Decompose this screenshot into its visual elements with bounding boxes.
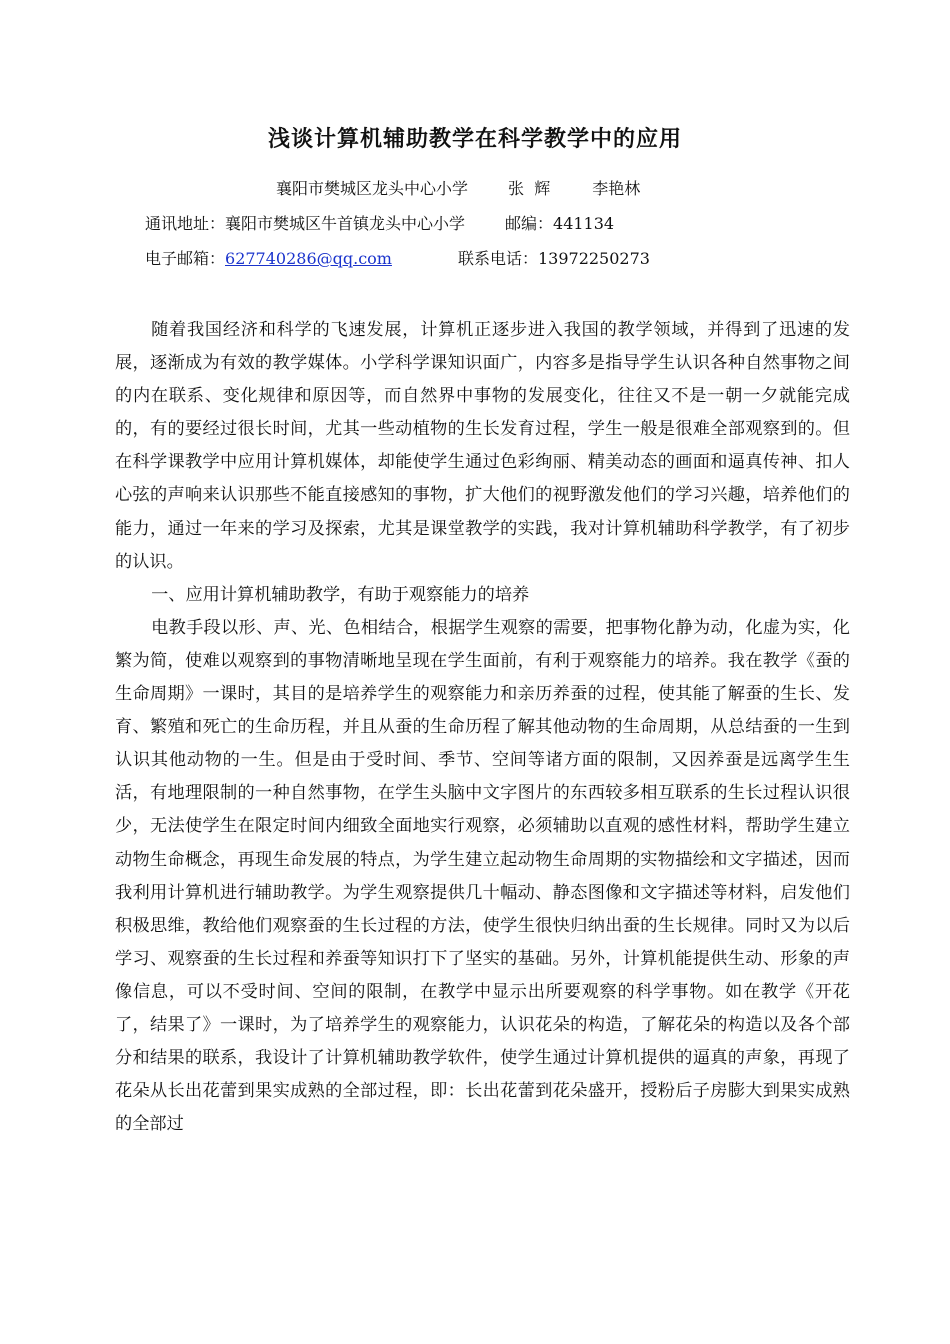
article-body	[115, 314, 850, 1141]
author-line	[276, 176, 640, 199]
phone-number: 联系电话：13972250273	[457, 249, 650, 268]
author-name: 张 辉	[508, 179, 551, 198]
body-paragraph: 随着我国经济和科学的飞速发展，计算机正逐步进入我国的教学领域，并得到了迅速的发展，逐渐成为有效的教学媒体。小学科学课知识面广，内容多是指导学生认识各种自然事物之间的内在联系、变化规律和原因等，而自然界中事物的发展变化，往往又不是一朝一夕就能完成的，有的要经过很长时间，尤其一些动植物的生长发育过程，学生一般是很难全部观察到的。但在科学课教学中应用计算机媒体，却能使学生通过色彩绚丽、精美动态的画面和逼真传神、扣人心弦的声响来认识那些不能直接感知的事物，扩大他们的视野激发他们的学习兴趣，培养他们的能力，通过一年来的学习及探索，尤其是课堂教学的实践，我对计算机辅助科学教学，有了初步的认识。	[115, 320, 850, 572]
school-name: 襄阳市樊城区龙头中心小学	[276, 179, 469, 198]
author-name: 李艳林	[592, 179, 641, 198]
contact-line	[145, 246, 650, 269]
section-heading: 一、应用计算机辅助教学，有助于观察能力的培养	[151, 584, 530, 605]
body-paragraph: 电教手段以形、声、光、色相结合，根据学生观察的需要，把事物化静为动，化虚为实，化繁为简，使难以观察到的事物清晰地呈现在学生面前，有利于观察能力的培养。我在教学《蚕的生命周期》一课时，其目的是培养学生的观察能力和亲历养蚕的过程，使其能了解蚕的生长、发育、繁殖和死亡的生命历程，并且从蚕的生命历程了解其他动物的生命周期，从总结蚕的一生到认识其他动物的一生。但是由于受时间、季节、空间等诸方面的限制，又因养蚕是远离学生生活，有地理限制的一种自然事物，在学生头脑中文字图片的东西较多相互联系的生长过程认识很少，无法使学生在限定时间内细致全面地实行观察，必须辅助以直观的感性材料，帮助学生建立动物生命概念，再现生命发展的特点，为学生建立起动物生命周期的实物描绘和文字描述，因而我利用计算机进行辅助教学。为学生观察提供几十幅动、静态图像和文字描述等材料，启发他们积极思维，教给他们观察蚕的生长过程的方法，使学生很快归纳出蚕的生长规律。同时又为以后学习、观察蚕的生长过程和养蚕等知识打下了坚实的基础。另外，计算机能提供生动、形象的声像信息，可以不受时间、空间的限制，在教学中显示出所要观察的科学事物。如在教学《开花了，结果了》一课时，为了培养学生的观察能力，认识花朵的构造，了解花朵的构造以及各个部分和结果的联系，我设计了计算机辅助教学软件，使学生通过计算机提供的逼真的声象，再现了花朵从长出花蕾到果实成熟的全部过程，即：长出花蕾到花朵盛开，授粉后子房膨大到果实成熟的全部过	[115, 617, 850, 1135]
email-link[interactable]: 627740286@qq.com	[225, 249, 392, 268]
email-label: 电子邮箱：	[145, 249, 226, 268]
document-title: 浅谈计算机辅助教学在科学教学中的应用	[267, 127, 682, 152]
mailing-address: 通讯地址：襄阳市樊城区牛首镇龙头中心小学	[145, 214, 466, 233]
postcode: 邮编：441134	[505, 214, 615, 233]
address-line	[145, 211, 614, 234]
